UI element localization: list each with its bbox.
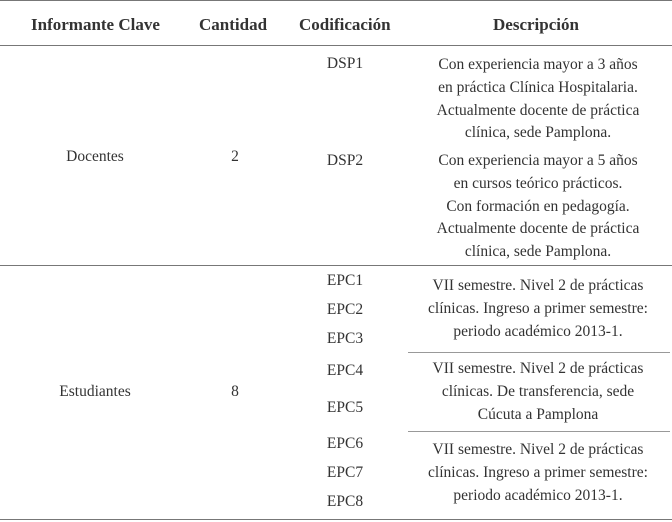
code-dsp1: DSP1 [326, 55, 364, 72]
description-line: VII semestre. Nivel 2 de prácticas [432, 277, 644, 294]
description-line: en práctica Clínica Hospitalaria. [438, 78, 638, 96]
code-epc8: EPC8 [326, 493, 364, 510]
description-line: clínicas. Ingreso a primer semestre: [428, 299, 648, 317]
header-rule [0, 45, 672, 46]
code-epc4: EPC4 [326, 362, 364, 379]
description-line: Con formación en pedagogía. [446, 197, 630, 215]
description-line: clínica, sede Pamplona. [464, 243, 612, 261]
code-epc2: EPC2 [326, 301, 364, 318]
description-line: periodo académico 2013-1. [453, 486, 623, 504]
code-epc1: EPC1 [326, 272, 364, 289]
description-epc1-3 [404, 275, 672, 343]
code-dsp2: DSP2 [326, 152, 364, 169]
description-line: en cursos teórico prácticos. [453, 174, 623, 192]
description-line: VII semestre. Nivel 2 de prácticas [432, 360, 644, 377]
header-informante-clave: Informante Clave [31, 15, 160, 34]
code-epc3: EPC3 [326, 330, 364, 347]
code-epc7: EPC7 [326, 464, 364, 481]
top-rule [0, 0, 672, 1]
description-line: Con experiencia mayor a 5 años [438, 152, 638, 169]
description-line: Con experiencia mayor a 3 años [438, 56, 638, 73]
description-separator [408, 431, 670, 432]
cantidad-estudiantes: 8 [231, 383, 239, 400]
description-line: periodo académico 2013-1. [453, 322, 623, 340]
code-epc6: EPC6 [326, 435, 364, 452]
group-divider-rule [0, 265, 672, 266]
description-epc4-5 [404, 358, 672, 426]
description-line: VII semestre. Nivel 2 de prácticas [432, 441, 644, 458]
description-line: Actualmente docente de práctica [436, 101, 640, 119]
code-epc5: EPC5 [326, 399, 364, 416]
description-line: clínicas. De transferencia, sede [441, 382, 635, 400]
description-dsp2 [404, 150, 672, 264]
header-cantidad: Cantidad [199, 15, 268, 34]
header-codificacion: Codificación [299, 15, 391, 34]
header-descripcion: Descripción [493, 15, 579, 34]
description-epc6-8 [404, 439, 672, 507]
description-separator [408, 352, 670, 353]
description-line: clínica, sede Pamplona. [464, 124, 612, 142]
description-line: clínicas. Ingreso a primer semestre: [428, 463, 648, 481]
informante-docentes: Docentes [66, 148, 124, 165]
description-line: Cúcuta a Pamplona [477, 405, 599, 423]
cantidad-docentes: 2 [231, 148, 239, 165]
description-dsp1 [404, 54, 672, 145]
informante-estudiantes: Estudiantes [59, 383, 131, 400]
bottom-rule [0, 519, 672, 520]
description-line: Actualmente docente de práctica [436, 220, 640, 238]
